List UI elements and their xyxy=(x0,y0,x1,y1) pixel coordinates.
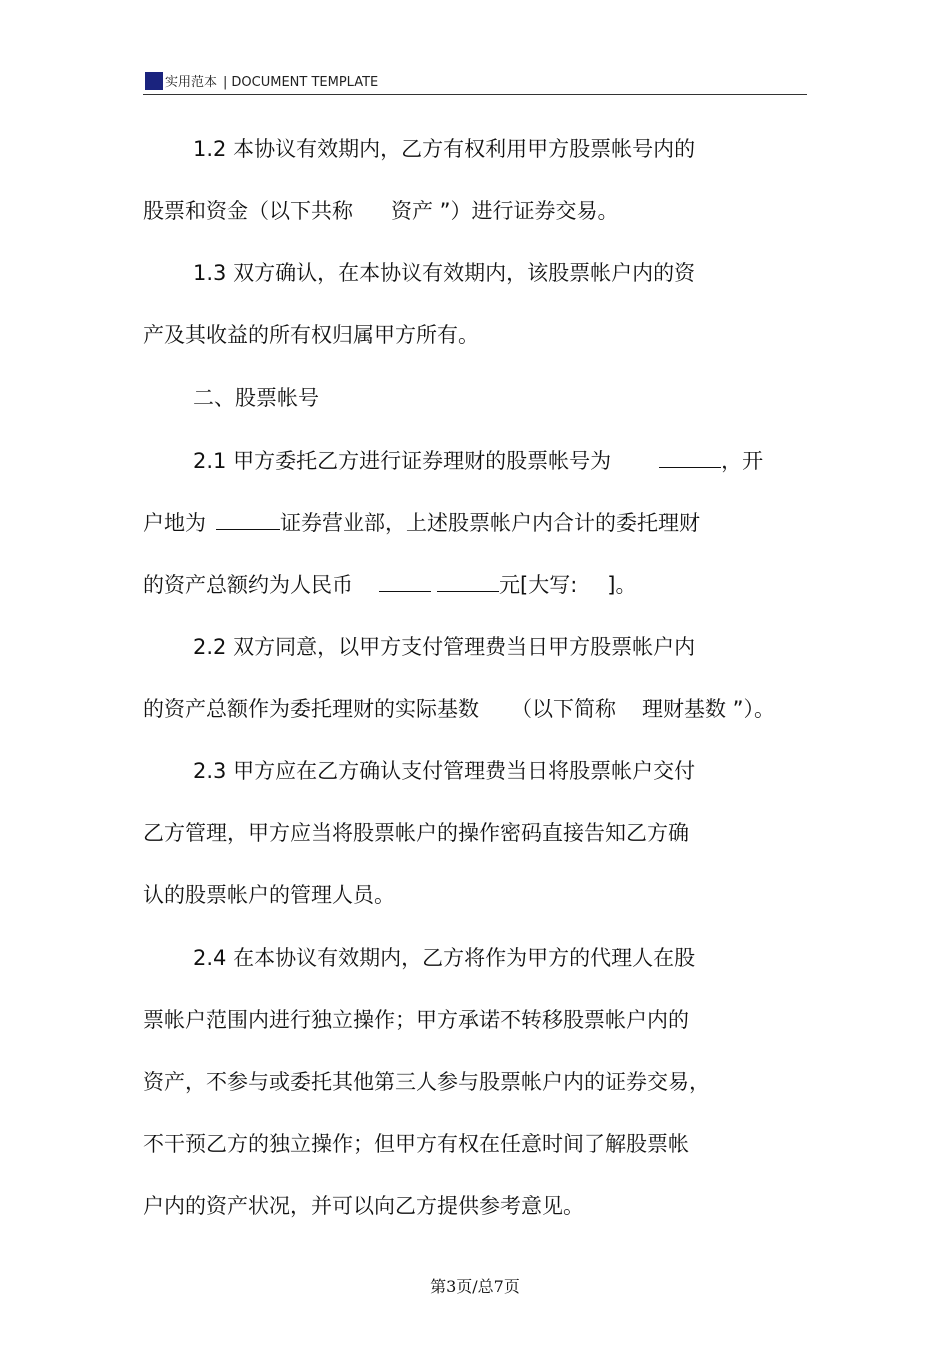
section-2-heading: 二、股票帐号 xyxy=(193,386,319,410)
clause-2-2-line-2-part-b: （以下简称 xyxy=(511,697,616,721)
clause-2-4-line-5: 户内的资产状况，并可以向乙方提供参考意见。 xyxy=(143,1194,584,1218)
clause-2-3-line-1: 2.3 甲方应在乙方确认支付管理费当日将股票帐户交付 xyxy=(193,759,696,783)
page-number: 第3页/总7页 xyxy=(430,1277,520,1296)
clause-2-1-line-3-tail: ]。 xyxy=(607,573,637,597)
clause-2-4-line-4: 不干预乙方的独立操作；但甲方有权在任意时间了解股票帐 xyxy=(143,1132,689,1156)
clause-2-1-line-3-head: 的资产总额约为人民币 xyxy=(143,573,353,597)
clause-1-2-line-2-part-a: 股票和资金（以下共称 xyxy=(143,199,353,223)
clause-2-3-line-2: 乙方管理，甲方应当将股票帐户的操作密码直接告知乙方确 xyxy=(143,821,689,845)
clause-2-2-line-1: 2.2 双方同意，以甲方支付管理费当日甲方股票帐户内 xyxy=(193,635,696,659)
clause-2-1-line-3-mid: 元[大写: xyxy=(499,573,578,597)
clause-2-2-line-2-part-c: 理财基数 ”）。 xyxy=(642,697,776,721)
clause-2-2-line-2-part-a: 的资产总额作为委托理财的实际基数 xyxy=(143,697,479,721)
amount-blank-1 xyxy=(379,572,431,592)
clause-2-1-line-2 xyxy=(143,510,700,535)
header-title: DOCUMENT TEMPLATE xyxy=(231,75,379,90)
clause-2-4-line-2: 票帐户范围内进行独立操作；甲方承诺不转移股票帐户内的 xyxy=(143,1008,689,1032)
clause-2-1-line-2-head: 户地为 xyxy=(143,511,206,535)
clause-2-3-line-3: 认的股票帐户的管理人员。 xyxy=(143,883,395,907)
amount-blank-2 xyxy=(437,572,499,592)
header-separator: | xyxy=(223,75,228,90)
clause-2-1-line-1-text: 2.1 甲方委托乙方进行证券理财的股票帐号为 xyxy=(193,449,612,473)
clause-2-1-line-3 xyxy=(143,572,636,597)
clause-2-2-line-2 xyxy=(143,697,775,721)
clause-1-2-line-2 xyxy=(143,199,619,223)
header-text xyxy=(165,71,378,90)
account-number-blank xyxy=(659,448,721,468)
header-brand: 实用范本 xyxy=(165,75,218,90)
clause-1-2-line-2-part-b: 资产 ”）进行证券交易。 xyxy=(391,199,619,223)
page-header xyxy=(143,68,807,95)
clause-2-4-line-3: 资产，不参与或委托其他第三人参与股票帐户内的证券交易， xyxy=(143,1070,710,1094)
branch-blank xyxy=(216,510,280,530)
clause-2-1-line-2-tail: 证券营业部，上述股票帐户内合计的委托理财 xyxy=(280,511,700,535)
brand-logo-icon xyxy=(145,72,163,90)
clause-2-1-line-1-tail: ，开 xyxy=(721,449,764,473)
clause-1-2-line-1: 1.2 本协议有效期内，乙方有权利用甲方股票帐号内的 xyxy=(193,137,696,161)
clause-2-1-line-1 xyxy=(193,448,763,473)
clause-2-4-line-1: 2.4 在本协议有效期内，乙方将作为甲方的代理人在股 xyxy=(193,946,696,970)
clause-1-3-line-1: 1.3 双方确认，在本协议有效期内，该股票帐户内的资 xyxy=(193,261,696,285)
clause-1-3-line-2: 产及其收益的所有权归属甲方所有。 xyxy=(143,323,479,347)
